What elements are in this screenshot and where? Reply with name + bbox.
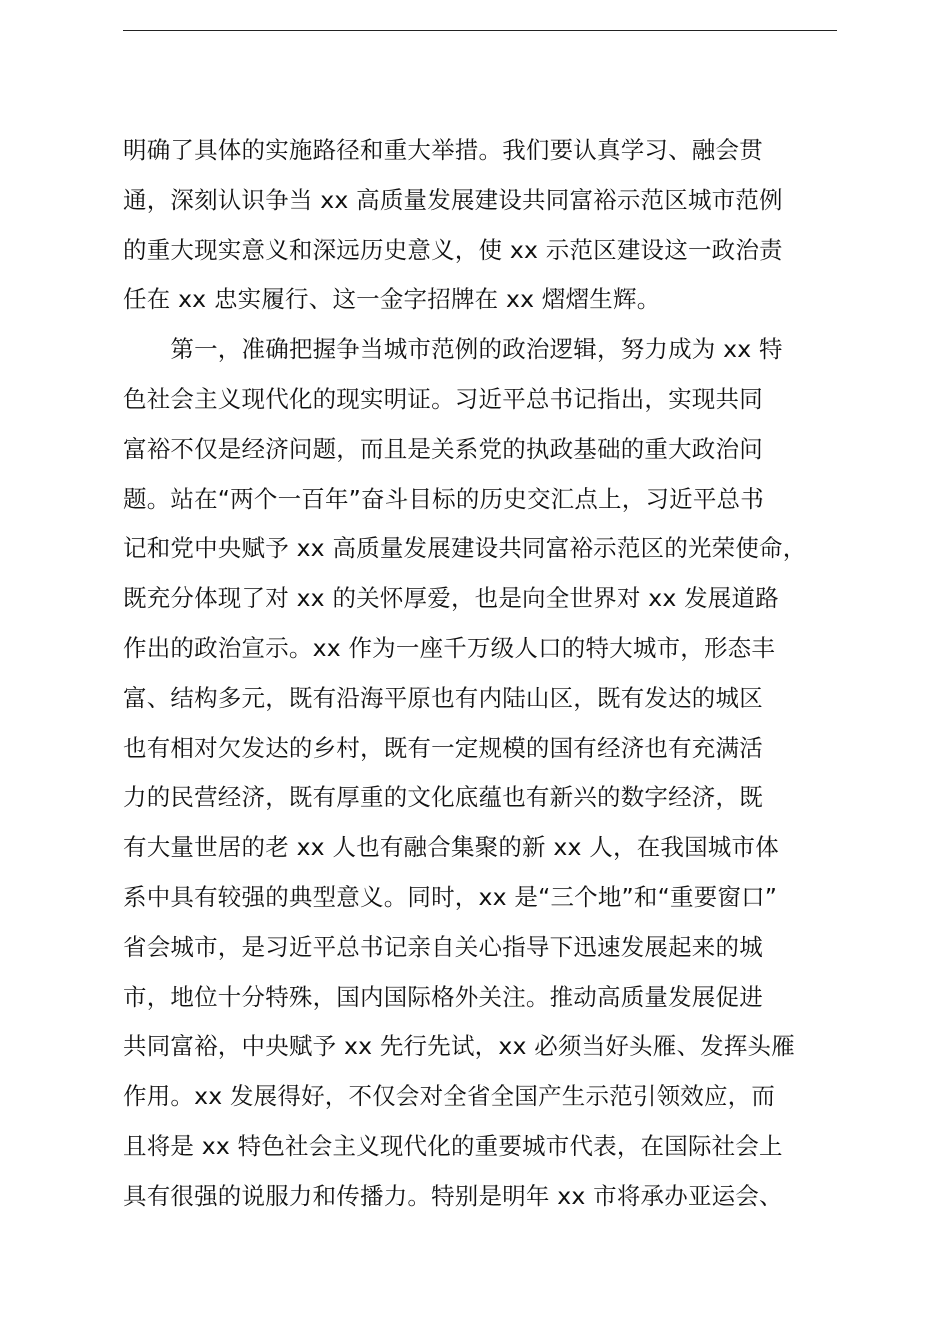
text-line: 作出的政治宣示。xx 作为一座千万级人口的特大城市，形态丰 [123, 633, 776, 662]
text-line: 也有相对欠发达的乡村，既有一定规模的国有经济也有充满活 [123, 733, 763, 762]
text-line: 富裕不仅是经济问题，而且是关系党的执政基础的重大政治问 [123, 434, 763, 463]
text-line: 作用。xx 发展得好，不仅会对全省全国产生示范引领效应，而 [123, 1082, 776, 1111]
text-line: 通，深刻认识争当 xx 高质量发展建设共同富裕示范区城市范例 [123, 185, 783, 214]
text-line: 任在 xx 忠实履行、这一金字招牌在 xx 熠熠生辉。 [123, 285, 661, 314]
text-line: 色社会主义现代化的现实明证。习近平总书记指出，实现共同 [123, 384, 763, 413]
body-text [123, 126, 863, 1222]
text-line: 省会城市，是习近平总书记亲自关心指导下迅速发展起来的城 [123, 932, 763, 961]
text-line: 系中具有较强的典型意义。同时，xx 是“三个地”和“重要窗口” [123, 882, 778, 911]
text-line: 且将是 xx 特色社会主义现代化的重要城市代表，在国际社会上 [123, 1131, 783, 1160]
text-line: 有大量世居的老 xx 人也有融合集聚的新 xx 人，在我国城市体 [123, 833, 779, 862]
text-line: 题。站在“两个一百年”奋斗目标的历史交汇点上，习近平总书 [123, 484, 764, 513]
text-line: 第一，准确把握争当城市范例的政治逻辑，努力成为 xx 特 [123, 335, 783, 364]
text-line: 记和党中央赋予 xx 高质量发展建设共同富裕示范区的光荣使命， [123, 534, 807, 563]
text-line: 市，地位十分特殊，国内国际格外关注。推动高质量发展促进 [123, 982, 763, 1011]
text-line: 明确了具体的实施路径和重大举措。我们要认真学习、融会贯 [123, 136, 763, 164]
text-line: 力的民营经济，既有厚重的文化底蕴也有新兴的数字经济，既 [123, 783, 763, 812]
text-line: 富、结构多元，既有沿海平原也有内陆山区，既有发达的城区 [123, 683, 763, 712]
text-line: 共同富裕，中央赋予 xx 先行先试，xx 必须当好头雁、发挥头雁 [123, 1032, 795, 1061]
text-line: 的重大现实意义和深远历史意义，使 xx 示范区建设这一政治责 [123, 235, 783, 264]
text-line: 具有很强的说服力和传播力。特别是明年 xx 市将承办亚运会、 [123, 1181, 783, 1210]
text-line: 既充分体现了对 xx 的关怀厚爱，也是向全世界对 xx 发展道路 [123, 584, 779, 613]
header-rule [123, 30, 837, 31]
